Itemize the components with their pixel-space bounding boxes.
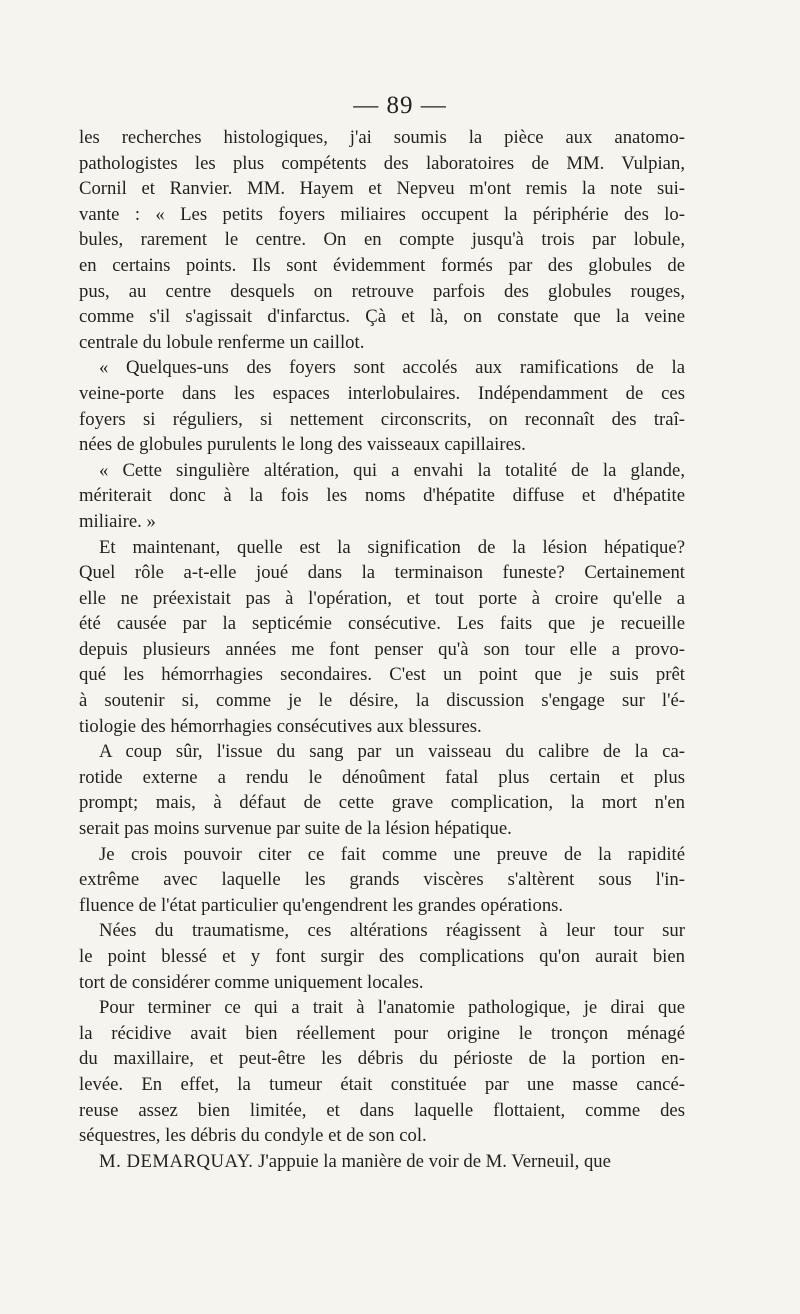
page-number: — 89 — <box>353 92 447 119</box>
text-line: foyers si réguliers, si nettement circonscrits, on reconnaît des traî- <box>79 408 685 430</box>
text-line: mériterait donc à la fois les noms d'hépatite diffuse et d'hépatite <box>79 485 685 507</box>
text-line: A coup sûr, l'issue du sang par un vaisseau du calibre de la ca- <box>99 741 685 763</box>
text-line: miliaire. » <box>79 510 156 532</box>
text-line: la récidive avait bien réellement pour origine le tronçon ménagé <box>79 1022 685 1044</box>
speaker-name: M. DEMARQUAY. <box>99 1150 254 1172</box>
text-line: tort de considérer comme uniquement locales. <box>79 971 424 993</box>
text-line: rotide externe a rendu le dénoûment fatal plus certain et plus <box>79 766 685 788</box>
text-line: nées de globules purulents le long des vaisseaux capillaires. <box>79 434 526 456</box>
text-line: bules, rarement le centre. On en compte jusqu'à trois par lobule, <box>79 229 685 251</box>
text-line: été causée par la septicémie consécutive. Les faits que je recueille <box>79 613 685 635</box>
text-line: fluence de l'état particulier qu'engendrent les grandes opérations. <box>79 894 564 916</box>
text-line: Nées du traumatisme, ces altérations réagissent à leur tour sur <box>99 920 685 942</box>
text-line: reuse assez bien limitée, et dans laquelle flottaient, comme des <box>79 1099 685 1121</box>
text-line: depuis plusieurs années me font penser qu'à son tour elle a provo- <box>79 638 685 660</box>
text-line: Cornil et Ranvier. MM. Hayem et Nepveu m'ont remis la note sui- <box>79 178 685 200</box>
text-line: séquestres, les débris du condyle et de son col. <box>79 1125 427 1147</box>
text-line: levée. En effet, la tumeur était constituée par une masse cancé- <box>79 1073 685 1095</box>
text-line: extrême avec laquelle les grands viscères s'altèrent sous l'in- <box>79 869 685 891</box>
text-line: les recherches histologiques, j'ai soumis la pièce aux anatomo- <box>79 127 685 148</box>
text-line: prompt; mais, à défaut de cette grave complication, la mort n'en <box>79 792 685 814</box>
body-text <box>79 125 685 1174</box>
paragraph <box>79 535 685 740</box>
text-line: veine-porte dans les espaces interlobulaires. Indépendamment de ces <box>79 382 685 404</box>
speaker-text: J'appuie la manière de voir de M. Verneuil, que <box>258 1150 611 1172</box>
text-line: Et maintenant, quelle est la signification de la lésion hépatique? <box>99 536 685 558</box>
text-line: en certains points. Ils sont évidemment formés par des globules de <box>79 254 685 276</box>
text-line: elle ne préexistait pas à l'opération, et tout porte à croire qu'elle a <box>79 587 685 609</box>
text-line: tiologie des hémorrhagies consécutives aux blessures. <box>79 715 482 737</box>
paragraph <box>79 458 685 535</box>
text-line: à soutenir si, comme je le désire, la discussion s'engage sur l'é- <box>79 690 685 712</box>
text-line: du maxillaire, et peut-être les débris du périoste de la portion en- <box>79 1048 685 1070</box>
text-line: pathologistes les plus compétents des laboratoires de MM. Vulpian, <box>79 152 685 174</box>
paragraph <box>79 918 685 995</box>
text-line <box>79 1149 685 1175</box>
text-line: serait pas moins survenue par suite de la lésion hépatique. <box>79 818 512 840</box>
text-line: vante : « Les petits foyers miliaires occupent la périphérie des lo- <box>79 203 685 225</box>
paragraph <box>79 739 685 841</box>
text-line: qué les hémorrhagies secondaires. C'est un point que je suis prêt <box>79 664 685 686</box>
paragraph <box>79 995 685 1149</box>
text-line: centrale du lobule renferme un caillot. <box>79 331 365 353</box>
text-line: Quel rôle a-t-elle joué dans la terminaison funeste? Certainement <box>79 562 685 584</box>
text-line: le point blessé et y font surgir des complications qu'on aurait bien <box>79 946 685 967</box>
paragraph <box>79 1149 685 1175</box>
text-line: pus, au centre desquels on retrouve parfois des globules rouges, <box>79 280 685 302</box>
paragraph <box>79 355 685 457</box>
text-line: comme s'il s'agissait d'infarctus. Çà et là, on constate que la veine <box>79 306 685 328</box>
paragraph <box>79 125 685 355</box>
text-line: « Cette singulière altération, qui a envahi la totalité de la glande, <box>99 459 685 481</box>
paragraph <box>79 842 685 919</box>
text-line: Pour terminer ce qui a trait à l'anatomie pathologique, je dirai que <box>99 997 685 1019</box>
text-line: Je crois pouvoir citer ce fait comme une preuve de la rapidité <box>99 843 685 865</box>
text-line: « Quelques-uns des foyers sont accolés aux ramifications de la <box>99 357 685 379</box>
